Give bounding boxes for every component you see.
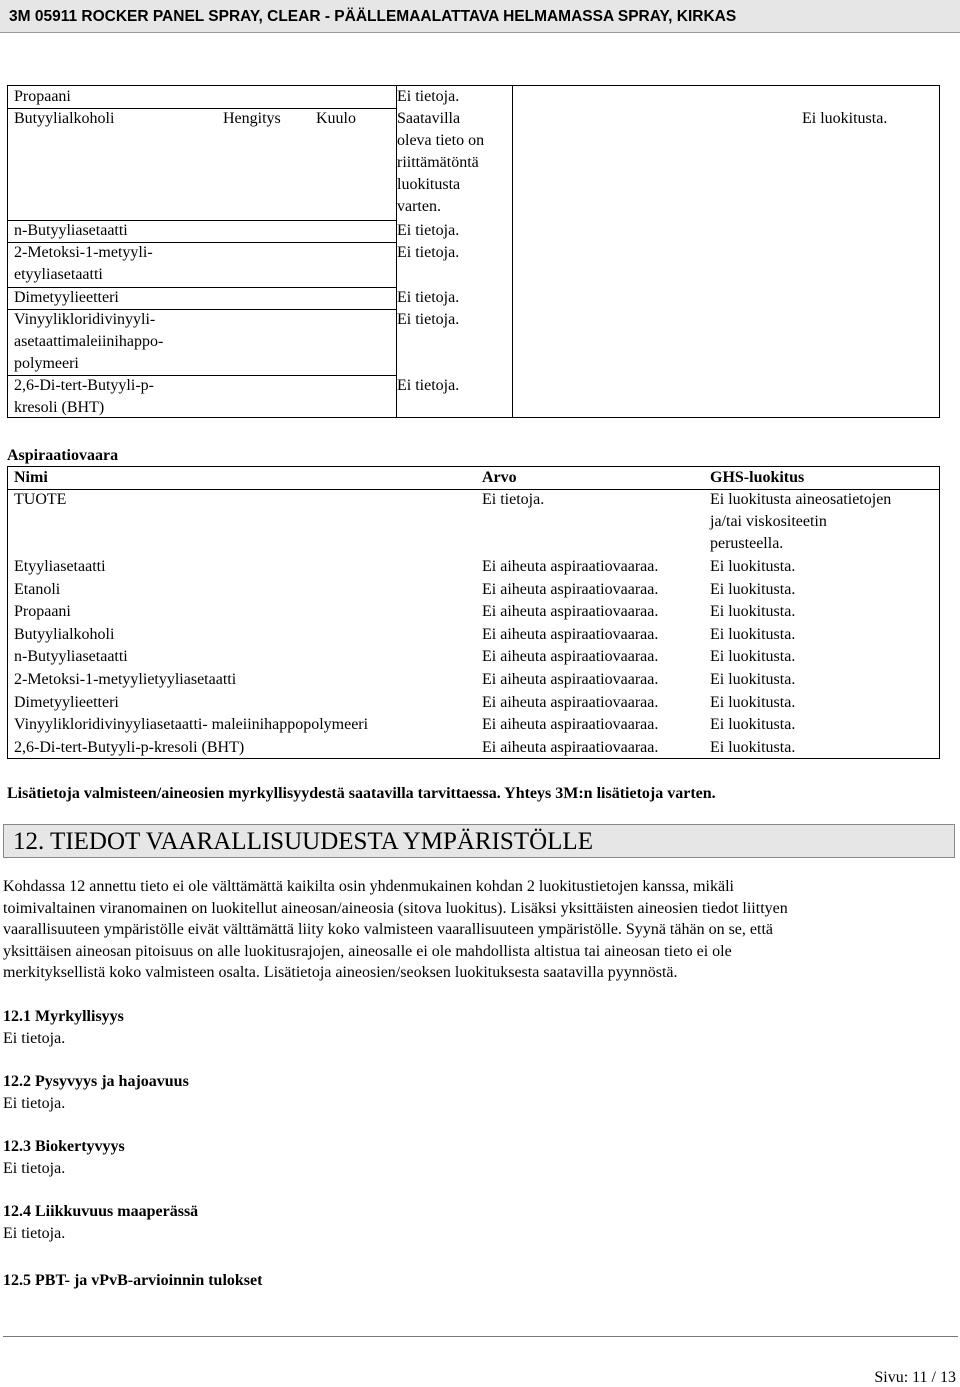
table-cell-value: Ei aiheuta aspiraatiovaaraa.	[482, 558, 659, 575]
subsection-heading: 12.4 Liikkuvuus maaperässä	[3, 1203, 199, 1220]
subsection-12-4	[3, 1201, 198, 1244]
table-cell-species: Kuulo	[316, 110, 356, 127]
table-cell-value: Ei aiheuta aspiraatiovaaraa.	[482, 738, 659, 756]
subsection-heading: 12.1 Myrkyllisyys	[3, 1008, 124, 1025]
table-cell-name: Butyylialkoholi	[14, 110, 115, 127]
table-cell-value: Ei tietoja.	[397, 377, 460, 394]
table-cell-classification: Ei luokitusta.	[710, 580, 796, 598]
table-cell-value: Ei tietoja.	[397, 222, 460, 239]
table-cell-name: asetaattimaleiinihappo-	[14, 333, 164, 350]
subsection-12-2	[3, 1071, 189, 1114]
table-cell-classification: Ei luokitusta.	[710, 603, 796, 621]
table-cell-value: Ei tietoja.	[482, 491, 545, 508]
table-cell-classification: Ei luokitusta.	[710, 738, 796, 756]
table-cell-name: 2-Metoksi-1-metyylietyyliasetaatti	[14, 671, 237, 688]
toxicity-table	[7, 85, 940, 418]
table-cell-value: oleva tieto on	[397, 132, 485, 149]
section-12-title: 12. TIEDOT VAARALLISUUDESTA YMPÄRISTÖLLE	[3, 824, 955, 858]
table-cell-classification: Ei luokitusta.	[802, 110, 888, 127]
footer-divider	[3, 1336, 958, 1337]
section-12-paragraph: Kohdassa 12 annettu tieto ei ole välttämättä kaikilta osin yhdenmukainen kohdan 2 luokitustietojen kanssa, mikäli toimivaltainen viranomainen on luokitellut aineosan/aineosia (sitova luokitus). Lisäksi yksittäisten aineosien tiedot liittyen vaarallisuuteen ympäristölle eivät välttämättä liity koko valmisteen vaarallisuuteen ympäristölle. Syynä tähän on se, että yksittäisen aineosan pitoisuus on alle luokitusrajojen, aineosalle ei ole mahdollista altistua tai aineosan tieto ei ole merkityksellistä koko valmisteen osalta. Lisätietoja aineosien/seoksen luokituksesta saatavilla pyynnöstä.	[3, 878, 788, 981]
table-cell-name: Propaani	[14, 88, 71, 105]
table-cell-name: n-Butyyliasetaatti	[14, 648, 128, 666]
table-cell-name: Butyylialkoholi	[14, 625, 115, 643]
table-cell-value: Ei tietoja.	[397, 88, 460, 105]
table-cell-name: 2-Metoksi-1-metyyli-	[14, 244, 153, 261]
table-cell-name: 2,6-Di-tert-Butyyli-p-kresoli (BHT)	[14, 738, 245, 756]
table-cell-value: Ei aiheuta aspiraatiovaaraa.	[482, 671, 659, 688]
subsection-12-3	[3, 1136, 125, 1179]
table-cell-classification: ja/tai viskositeetin	[710, 513, 827, 530]
subsection-value: Ei tietoja.	[3, 1029, 66, 1047]
table-cell-name: Propaani	[14, 603, 71, 621]
aspiration-heading: Aspiraatiovaara	[7, 447, 119, 464]
table-cell-value: Ei aiheuta aspiraatiovaaraa.	[482, 693, 659, 711]
subsection-heading: 12.2 Pysyvyys ja hajoavuus	[3, 1073, 189, 1090]
table-cell-name: 2,6-Di-tert-Butyyli-p-	[14, 377, 154, 394]
table-cell-name: Vinyylikloridivinyyliasetaatti- maleiinihappopolymeeri	[14, 716, 369, 734]
table-cell-name: Vinyylikloridivinyyli-	[14, 311, 156, 328]
table-cell-value: varten.	[397, 198, 441, 215]
table-cell-value: Ei aiheuta aspiraatiovaaraa.	[482, 648, 659, 666]
table-cell-name: Etanoli	[14, 580, 61, 598]
table-cell-value: Saatavilla	[397, 110, 461, 127]
subsection-value: Ei tietoja.	[3, 1224, 66, 1242]
table-cell-route: Hengitys	[223, 110, 281, 127]
table-cell-value: luokitusta	[397, 176, 461, 193]
table-cell-classification: Ei luokitusta.	[710, 648, 796, 666]
table-cell-name: etyyliasetaatti	[14, 266, 103, 283]
table-cell-value: Ei aiheuta aspiraatiovaaraa.	[482, 580, 659, 598]
column-header-name: Nimi	[14, 469, 48, 486]
table-cell-classification: Ei luokitusta.	[710, 693, 796, 711]
table-cell-name: Etyyliasetaatti	[14, 558, 106, 575]
table-cell-classification: perusteella.	[710, 535, 784, 552]
table-cell-name: TUOTE	[14, 491, 67, 508]
subsection-value: Ei tietoja.	[3, 1159, 66, 1177]
subsection-heading: 12.3 Biokertyvyys	[3, 1138, 125, 1155]
table-cell-classification: Ei luokitusta aineosatietojen	[710, 491, 892, 508]
subsection-12-1	[3, 1006, 124, 1049]
table-cell-classification: Ei luokitusta.	[710, 558, 796, 575]
subsection-12-5	[3, 1270, 262, 1292]
table-cell-value: Ei aiheuta aspiraatiovaaraa.	[482, 716, 659, 734]
table-cell-value: Ei aiheuta aspiraatiovaaraa.	[482, 603, 659, 621]
table-cell-classification: Ei luokitusta.	[710, 716, 796, 734]
table-cell-name: Dimetyylieetteri	[14, 693, 119, 711]
table-cell-name: polymeeri	[14, 355, 79, 372]
subsection-value: Ei tietoja.	[3, 1094, 66, 1112]
document-header: 3M 05911 ROCKER PANEL SPRAY, CLEAR - PÄÄLLEMAALATTAVA HELMAMASSA SPRAY, KIRKAS	[0, 0, 960, 33]
table-cell-value: Ei tietoja.	[397, 244, 460, 261]
table-cell-value: riittämätöntä	[397, 154, 479, 171]
table-cell-name: n-Butyyliasetaatti	[14, 222, 128, 239]
toxicity-note: Lisätietoja valmisteen/aineosien myrkyllisyydestä saatavilla tarvittaessa. Yhteys 3M:n lisätietoja varten.	[7, 785, 716, 802]
aspiration-table	[7, 466, 940, 759]
table-cell-classification: Ei luokitusta.	[710, 671, 796, 688]
subsection-heading: 12.5 PBT- ja vPvB-arvioinnin tulokset	[3, 1272, 263, 1289]
table-cell-value: Ei aiheuta aspiraatiovaaraa.	[482, 625, 659, 643]
table-cell-value: Ei tietoja.	[397, 289, 460, 306]
table-cell-classification: Ei luokitusta.	[710, 625, 796, 643]
column-header-value: Arvo	[482, 469, 517, 486]
table-cell-value: Ei tietoja.	[397, 311, 460, 328]
table-cell-name: Dimetyylieetteri	[14, 289, 119, 306]
table-cell-name: kresoli (BHT)	[14, 399, 105, 416]
column-header-classification: GHS-luokitus	[710, 469, 805, 486]
page-number: Sivu: 11 / 13	[874, 1369, 956, 1386]
